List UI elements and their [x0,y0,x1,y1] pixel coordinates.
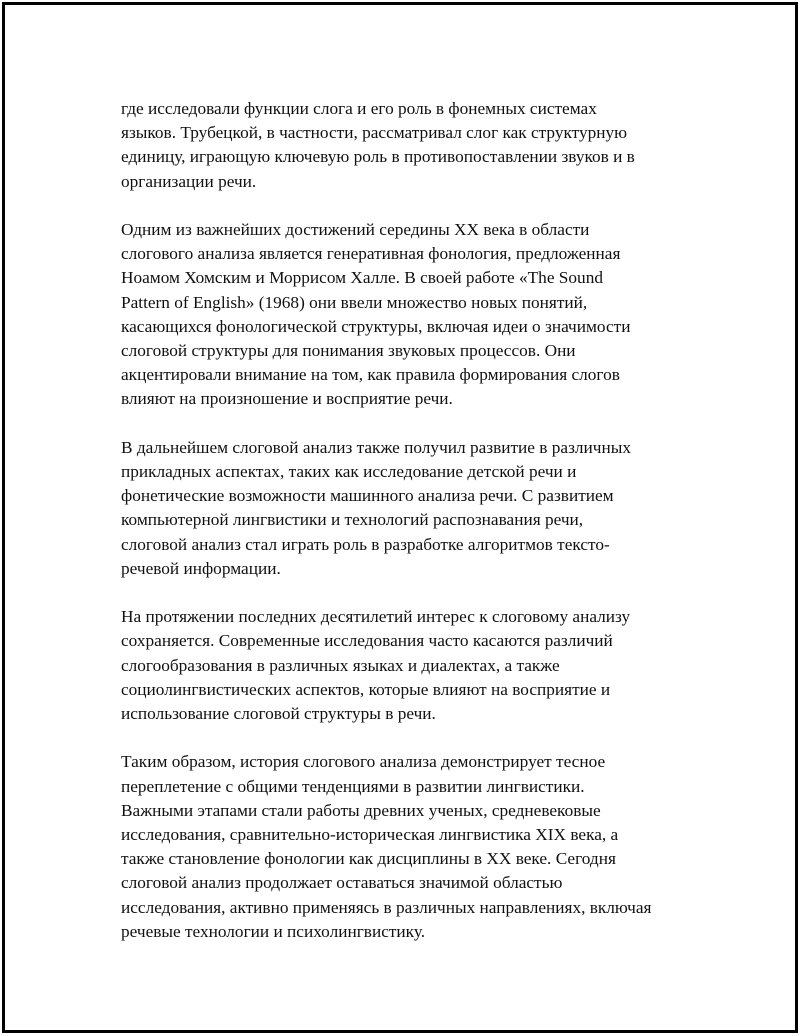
page-frame [2,2,798,1033]
text-line: переплетение с общими тенденциями в развитии лингвистики. [121,776,585,796]
text-line: исследования, активно применяясь в различных направлениях, включая [121,897,652,917]
text-line: касающихся фонологической структуры, включая идеи о значимости [121,316,631,336]
text-line: где исследовали функции слога и его роль в фонемных системах [121,99,597,118]
text-line: единицу, играющую ключевую роль в противопоставлении звуков и в [121,147,635,167]
document-body [121,97,721,968]
text-line: также становление фонологии как дисциплины в XX веке. Сегодня [121,849,616,869]
paragraph-1 [121,97,721,194]
text-line: На протяжении последних десятилетий интерес к слоговому анализу [121,607,631,627]
text-line: социолингвистических аспектов, которые влияют на восприятие и [121,679,611,699]
text-line: В дальнейшем слоговой анализ также получил развитие в различных [121,437,631,457]
text-line: сохраняется. Современные исследования часто касаются различий [121,631,613,651]
text-line: слогообразования в различных языках и диалектах, а также [121,655,560,675]
text-line: акцентировали внимание на том, как правила формирования слогов [121,365,620,385]
text-line: фонетические возможности машинного анализа речи. С развитием [121,486,614,506]
text-line: компьютерной лингвистики и технологий распознавания речи, [121,510,584,530]
text-line: слоговой анализ стал играть роль в разработке алгоритмов тексто- [121,534,610,554]
paragraph-3 [121,436,721,581]
text-line: влияют на произношение и восприятие речи. [121,389,453,409]
paragraph-5 [121,750,721,944]
text-line: слоговой анализ продолжает оставаться значимой областью [121,873,563,893]
text-line: Pattern of English» (1968) они ввели множество новых понятий, [121,292,588,312]
text-line: слоговой структуры для понимания звуковых процессов. Они [121,341,576,361]
text-line: прикладных аспектах, таких как исследование детской речи и [121,462,577,482]
text-line: Таким образом, история слогового анализа демонстрирует тесное [121,752,606,772]
text-line: исследования, сравнительно-историческая лингвистика XIX века, а [121,825,619,845]
text-line: Ноамом Хомским и Моррисом Халле. В своей работе «The Sound [121,268,603,288]
text-line: слогового анализа является генеративная фонология, предложенная [121,244,621,264]
text-line: Одним из важнейших достижений середины XX века в области [121,220,590,239]
paragraph-2 [121,218,721,412]
text-line: Важными этапами стали работы древних ученых, средневековые [121,800,601,820]
text-line: языков. Трубецкой, в частности, рассматривал слог как структурную [121,123,628,143]
paragraph-4 [121,605,721,726]
text-line: речевые технологии и психолингвистику. [121,921,426,941]
text-line: использование слоговой структуры в речи. [121,704,436,724]
text-line: организации речи. [121,171,257,191]
text-line: речевой информации. [121,558,281,578]
